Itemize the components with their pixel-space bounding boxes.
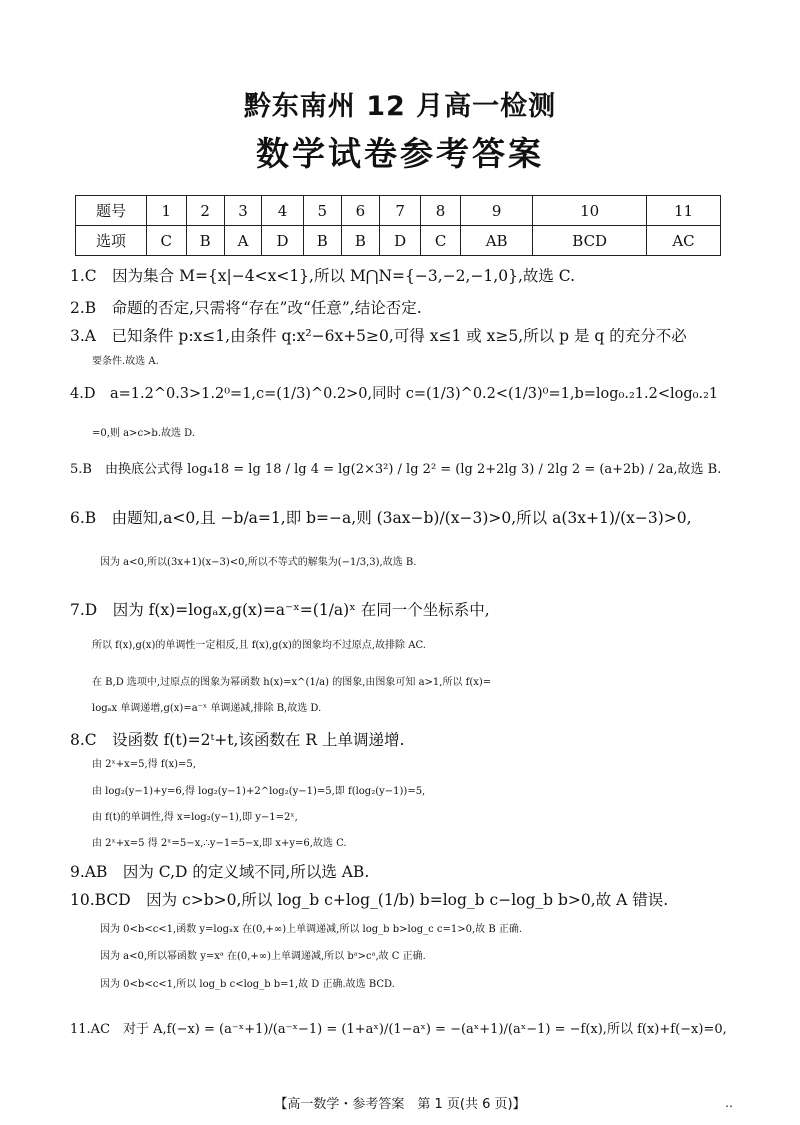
solution-3-cont: 要条件.故选 A. (92, 356, 159, 367)
solution-4-cont: =0,则 a>c>b.故选 D. (92, 428, 196, 439)
question-number-cell: 8 (421, 196, 461, 226)
solution-10-line2: 因为 0<b<c<1,函数 y=logₓx 在(0,+∞)上单调递减,所以 log_b b>log_c c=1>0,故 B 正确. (100, 924, 523, 935)
corner-mark: ‥ (725, 1096, 734, 1110)
solution-8: 8.C 设函数 f(t)=2ᵗ+t,该函数在 R 上单调递增. (70, 731, 405, 749)
solution-7-line2: 所以 f(x),g(x)的单调性一定相反,且 f(x),g(x)的图象均不过原点,故排除 AC. (92, 640, 426, 651)
question-number-cell: 4 (262, 196, 303, 226)
solution-2: 2.B 命题的否定,只需将“存在”改“任意”,结论否定. (70, 299, 422, 317)
question-number-cell: 7 (379, 196, 420, 226)
solution-10-line3: 因为 a<0,所以幂函数 y=xᵃ 在(0,+∞)上单调递减,所以 bᵃ>cᵃ,故 C 正确. (100, 951, 426, 962)
question-number-cell: 11 (646, 196, 720, 226)
question-number-cell: 3 (224, 196, 262, 226)
answer-cell: C (147, 226, 187, 256)
solution-5: 5.B 由换底公式得 log₄18 = lg 18 / lg 4 = lg(2×3²) / lg 2² = (lg 2+2lg 3) / 2lg 2 = (a+2b) / 2a,故选 B. (70, 462, 722, 477)
solution-9: 9.AB 因为 C,D 的定义域不同,所以选 AB. (70, 863, 370, 881)
title-line-2: 数学试卷参考答案 (256, 134, 544, 173)
answer-table-number-row (76, 196, 721, 226)
title-line-1: 黔东南州 12 月高一检测 (243, 91, 557, 122)
answer-cell: D (262, 226, 303, 256)
solution-7: 7.D 因为 f(x)=logₐx,g(x)=a⁻ˣ=(1/a)ˣ 在同一个坐标系中, (70, 601, 490, 619)
answer-cell: AB (460, 226, 533, 256)
solution-1: 1.C 因为集合 M={x|−4<x<1},所以 M⋂N={−3,−2,−1,0},故选 C. (70, 267, 576, 285)
answer-cell: A (224, 226, 262, 256)
question-number-cell: 5 (303, 196, 341, 226)
solution-4: 4.D a=1.2^0.3>1.2⁰=1,c=(1/3)^0.2>0,同时 c=(1/3)^0.2<(1/3)⁰=1,b=log₀.₂1.2<log₀.₂1 (70, 386, 719, 402)
solution-8-line4: 由 f(t)的单调性,得 x=log₂(y−1),即 y−1=2ˣ, (92, 812, 298, 823)
question-number-cell: 1 (147, 196, 187, 226)
row-header-answer: 选项 (76, 226, 147, 256)
answer-cell: D (379, 226, 420, 256)
solution-8-line5: 由 2ˣ+x=5 得 2ˣ=5−x,∴y−1=5−x,即 x+y=6,故选 C. (92, 838, 347, 849)
question-number-cell: 9 (460, 196, 533, 226)
solution-11: 11.AC 对于 A,f(−x) = (a⁻ˣ+1)/(a⁻ˣ−1) = (1+aˣ)/(1−aˣ) = −(aˣ+1)/(aˣ−1) = −f(x),所以 f(x)+f(−x)=0, (70, 1022, 727, 1037)
solution-7-line4: logₐx 单调递增,g(x)=a⁻ˣ 单调递减,排除 B,故选 D. (92, 703, 322, 714)
answer-cell: BCD (533, 226, 647, 256)
solution-6: 6.B 由题知,a<0,且 −b/a=1,即 b=−a,则 (3ax−b)/(x−3)>0,所以 a(3x+1)/(x−3)>0, (70, 509, 692, 527)
solution-3: 3.A 已知条件 p:x≤1,由条件 q:x²−6x+5≥0,可得 x≤1 或 x≥5,所以 p 是 q 的充分不必 (70, 327, 687, 345)
answer-cell: AC (646, 226, 720, 256)
solution-7-line3: 在 B,D 选项中,过原点的图象为幂函数 h(x)=x^(1/a) 的图象,由图象可知 a>1,所以 f(x)= (92, 677, 492, 688)
solution-10-line4: 因为 0<b<c<1,所以 log_b c<log_b b=1,故 D 正确.故选 BCD. (100, 979, 395, 990)
question-number-cell: 6 (341, 196, 379, 226)
answer-table (75, 195, 721, 256)
answer-cell: B (303, 226, 341, 256)
page-footer: 【高一数学・参考答案 第 1 页(共 6 页)】 (274, 1097, 526, 1112)
answer-cell: B (341, 226, 379, 256)
solution-10: 10.BCD 因为 c>b>0,所以 log_b c+log_(1/b) b=log_b c−log_b b>0,故 A 错误. (70, 891, 669, 909)
solution-8-line2: 由 2ˣ+x=5,得 f(x)=5, (92, 759, 196, 770)
answer-cell: C (421, 226, 461, 256)
question-number-cell: 10 (533, 196, 647, 226)
solution-6-cont: 因为 a<0,所以(3x+1)(x−3)<0,所以不等式的解集为(−1/3,3),故选 B. (100, 557, 417, 568)
row-header-number: 题号 (76, 196, 147, 226)
answer-cell: B (186, 226, 224, 256)
answer-table-answer-row (76, 226, 721, 256)
solution-8-line3: 由 log₂(y−1)+y=6,得 log₂(y−1)+2^log₂(y−1)=5,即 f(log₂(y−1))=5, (92, 786, 426, 797)
question-number-cell: 2 (186, 196, 224, 226)
